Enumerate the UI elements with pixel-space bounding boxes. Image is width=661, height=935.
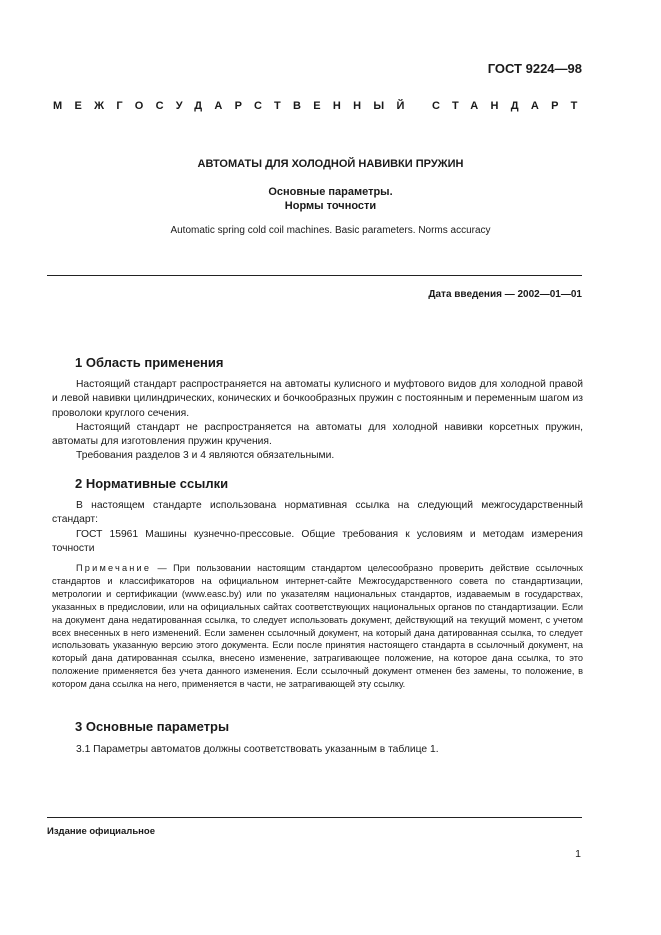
section-2-heading: 2 Нормативные ссылки <box>75 476 229 491</box>
paragraph: 3.1 Параметры автоматов должны соответствовать указанным в таблице 1. <box>76 744 439 755</box>
interstate-standard-banner: МЕЖГОСУДАРСТВЕННЫЙ СТАНДАРТ <box>53 100 590 112</box>
subtitle-line-1: Основные параметры. <box>268 186 393 198</box>
document-subtitle <box>0 185 661 213</box>
page-number: 1 <box>575 848 581 860</box>
note-block <box>52 562 583 691</box>
note-label: Примечание <box>76 563 152 573</box>
official-edition-label: Издание официальное <box>47 826 155 837</box>
document-code: ГОСТ 9224—98 <box>487 61 582 76</box>
section-2-body <box>52 499 583 556</box>
header-divider <box>47 275 582 276</box>
paragraph: В настоящем стандарте использована нормативная ссылка на следующий межгосударственный стандарт: <box>52 500 583 526</box>
reference-item: ГОСТ 15961 Машины кузнечно-прессовые. Общие требования к условиям и методам измерения точности <box>52 528 583 554</box>
section-1-body <box>52 378 583 464</box>
introduction-date: Дата введения — 2002—01—01 <box>428 289 582 300</box>
document-title: АВТОМАТЫ ДЛЯ ХОЛОДНОЙ НАВИВКИ ПРУЖИН <box>197 158 464 170</box>
footer-divider <box>47 817 582 818</box>
note-text: — При пользовании настоящим стандартом целесообразно проверить действие ссылочных стандартов и классификаторов на официальном интернет-сайте Межгосударственного совета по стандартизации, метрологии и сертификации (www.easc.by) или по указателям национальных стандартов, издаваемым в государствах, указанных в предисловии, или на официальных сайтах соответствующих национальных органов по стандартизации. Если на документ дана недатированная ссылка, то следует использовать документ, действующий на текущий момент, с учетом всех внесенных в него изменений. Если заменен ссылочный документ, на который дана датированная ссылка, то следует использовать указанную версию этого документа. Если после принятия настоящего стандарта в ссылочный документ, на который дана датированная ссылка, внесено изменение, затрагивающее положение, на которое дана ссылка, то это положение применяется без учета данного изменения. Если ссылочный документ отменен без замены, то положение, в котором дана ссылка на него, применяется в части, не затрагивающей эту ссылку. <box>52 563 583 690</box>
section-3-heading: 3 Основные параметры <box>75 719 230 734</box>
english-title: Automatic spring cold coil machines. Basic parameters. Norms accuracy <box>170 225 491 236</box>
section-3-body <box>52 743 583 757</box>
section-1-heading: 1 Область применения <box>75 355 224 370</box>
paragraph: Настоящий стандарт не распространяется на автоматы для холодной навивки корсетных пружин, автоматы для изготовления пружин кручения. <box>52 421 583 448</box>
subtitle-line-2: Нормы точности <box>284 200 377 212</box>
paragraph: Требования разделов 3 и 4 являются обязательными. <box>76 450 335 462</box>
paragraph: Настоящий стандарт распространяется на автоматы кулисного и муфтового видов для холодной правой и левой навивки цилиндрических, конических и бочкообразных пружин с постоянным и переменным шагом из проволоки круглого сечения. <box>52 379 583 419</box>
